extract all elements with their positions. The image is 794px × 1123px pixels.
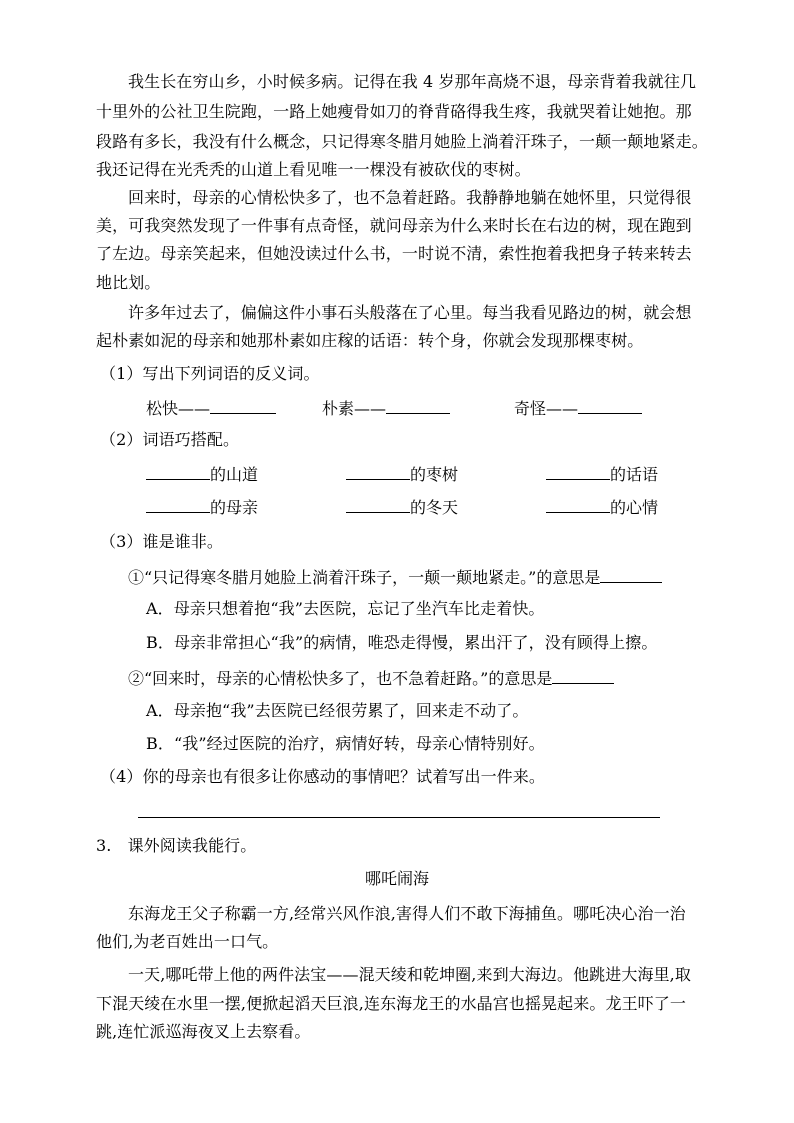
section3-title: 哪吒闹海 [364,869,429,888]
q2-item-5: 的冬天 [346,496,458,518]
q2-item-3: 的话语 [546,463,658,485]
q3-s1-option-b: B．母亲非常担心“我”的病情，唯恐走得慢，累出汗了，没有顾得上擦。 [146,633,658,652]
section3-p1-line2: 他们,为老百姓出一口气。 [96,932,279,951]
q2-blank-2[interactable] [346,463,410,480]
q4-answer-line[interactable] [138,817,660,818]
q1-blank-2[interactable] [386,397,450,414]
q2-blank-3[interactable] [546,463,610,480]
section3-heading: 3. 课外阅读我能行。 [96,836,257,855]
q3-label: （3）谁是谁非。 [100,532,223,551]
q2-item-6: 的心情 [546,496,658,518]
q1-label: （1）写出下列词语的反义词。 [100,364,320,383]
q3-statement-1: ①“只记得寒冬腊月她脸上淌着汗珠子，一颠一颠地紧走。”的意思是 [128,566,662,588]
q3-blank-1[interactable] [600,566,662,583]
passage1-p2-line4: 地比划。 [96,273,161,292]
section3-p2-line2: 下混天绫在水里一摆,便掀起滔天巨浪,连东海龙王的水晶宫也摇晃起来。龙王吓了一 [96,994,686,1013]
passage1-p1-line1: 我生长在穷山乡，小时候多病。记得在我 4 岁那年高烧不退，母亲背着我就往几 [128,72,697,91]
q1-item-3: 奇怪—— [514,397,642,419]
q3-blank-2[interactable] [552,667,614,684]
q2-item-4: 的母亲 [146,496,258,518]
q2-blank-1[interactable] [146,463,210,480]
q2-blank-6[interactable] [546,496,610,513]
q3-s2-option-b: B．“我”经过医院的治疗，病情好转，母亲心情特别好。 [146,734,545,753]
passage1-p1-line2: 十里外的公社卫生院跑，一路上她瘦骨如刀的脊背硌得我生疼，我就哭着让她抱。那 [96,102,692,121]
q2-blank-5[interactable] [346,496,410,513]
section3-p2-line3: 跳,连忙派巡海夜叉上去察看。 [96,1022,311,1041]
passage1-p2-line1: 回来时，母亲的心情松快多了，也不急着赶路。我静静地躺在她怀里，只觉得很 [128,188,692,207]
section3-p1-line1: 东海龙王父子称霸一方,经常兴风作浪,害得人们不敢下海捕鱼。哪吒决心治一治 [128,904,686,923]
passage1-p1-line4: 我还记得在光秃秃的山道上看见唯一一棵没有被砍伐的枣树。 [96,160,531,179]
q2-label: （2）词语巧搭配。 [100,430,240,449]
q2-blank-4[interactable] [146,496,210,513]
q3-s1-option-a: A．母亲只想着抱“我”去医院，忘记了坐汽车比走着快。 [146,599,545,618]
q3-s2-option-a: A．母亲抱“我”去医院已经很劳累了，回来走不动了。 [146,701,529,720]
q2-item-2: 的枣树 [346,463,458,485]
passage1-p2-line3: 了左边。母亲笑起来，但她没读过什么书，一时说不清，索性抱着我把身子转来转去 [96,244,692,263]
passage1-p3-line1: 许多年过去了，偏偏这件小事石头般落在了心里。每当我看见路边的树，就会想 [128,303,692,322]
q2-item-1: 的山道 [146,463,258,485]
q1-blank-1[interactable] [210,397,276,414]
passage1-p1-line3: 段路有多长，我没有什么概念，只记得寒冬腊月她脸上淌着汗珠子，一颠一颠地紧走。 [96,132,708,151]
passage1-p3-line2: 起朴素如泥的母亲和她那朴素如庄稼的话语：转个身，你就会发现那棵枣树。 [96,331,644,350]
section3-p2-line1: 一天,哪吒带上他的两件法宝——混天绫和乾坤圈,来到大海边。他跳进大海里,取 [128,965,691,984]
q4-label: （4）你的母亲也有很多让你感动的事情吧？试着写出一件来。 [100,767,545,786]
passage1-p2-line2: 美，可我突然发现了一件事有点奇怪，就问母亲为什么来时长在右边的树，现在跑到 [96,216,692,235]
q1-item-2: 朴素—— [322,397,450,419]
q3-statement-2: ②“回来时，母亲的心情松快多了，也不急着赶路。”的意思是 [128,667,614,689]
q1-item-1: 松快—— [146,397,276,419]
q1-blank-3[interactable] [578,397,642,414]
